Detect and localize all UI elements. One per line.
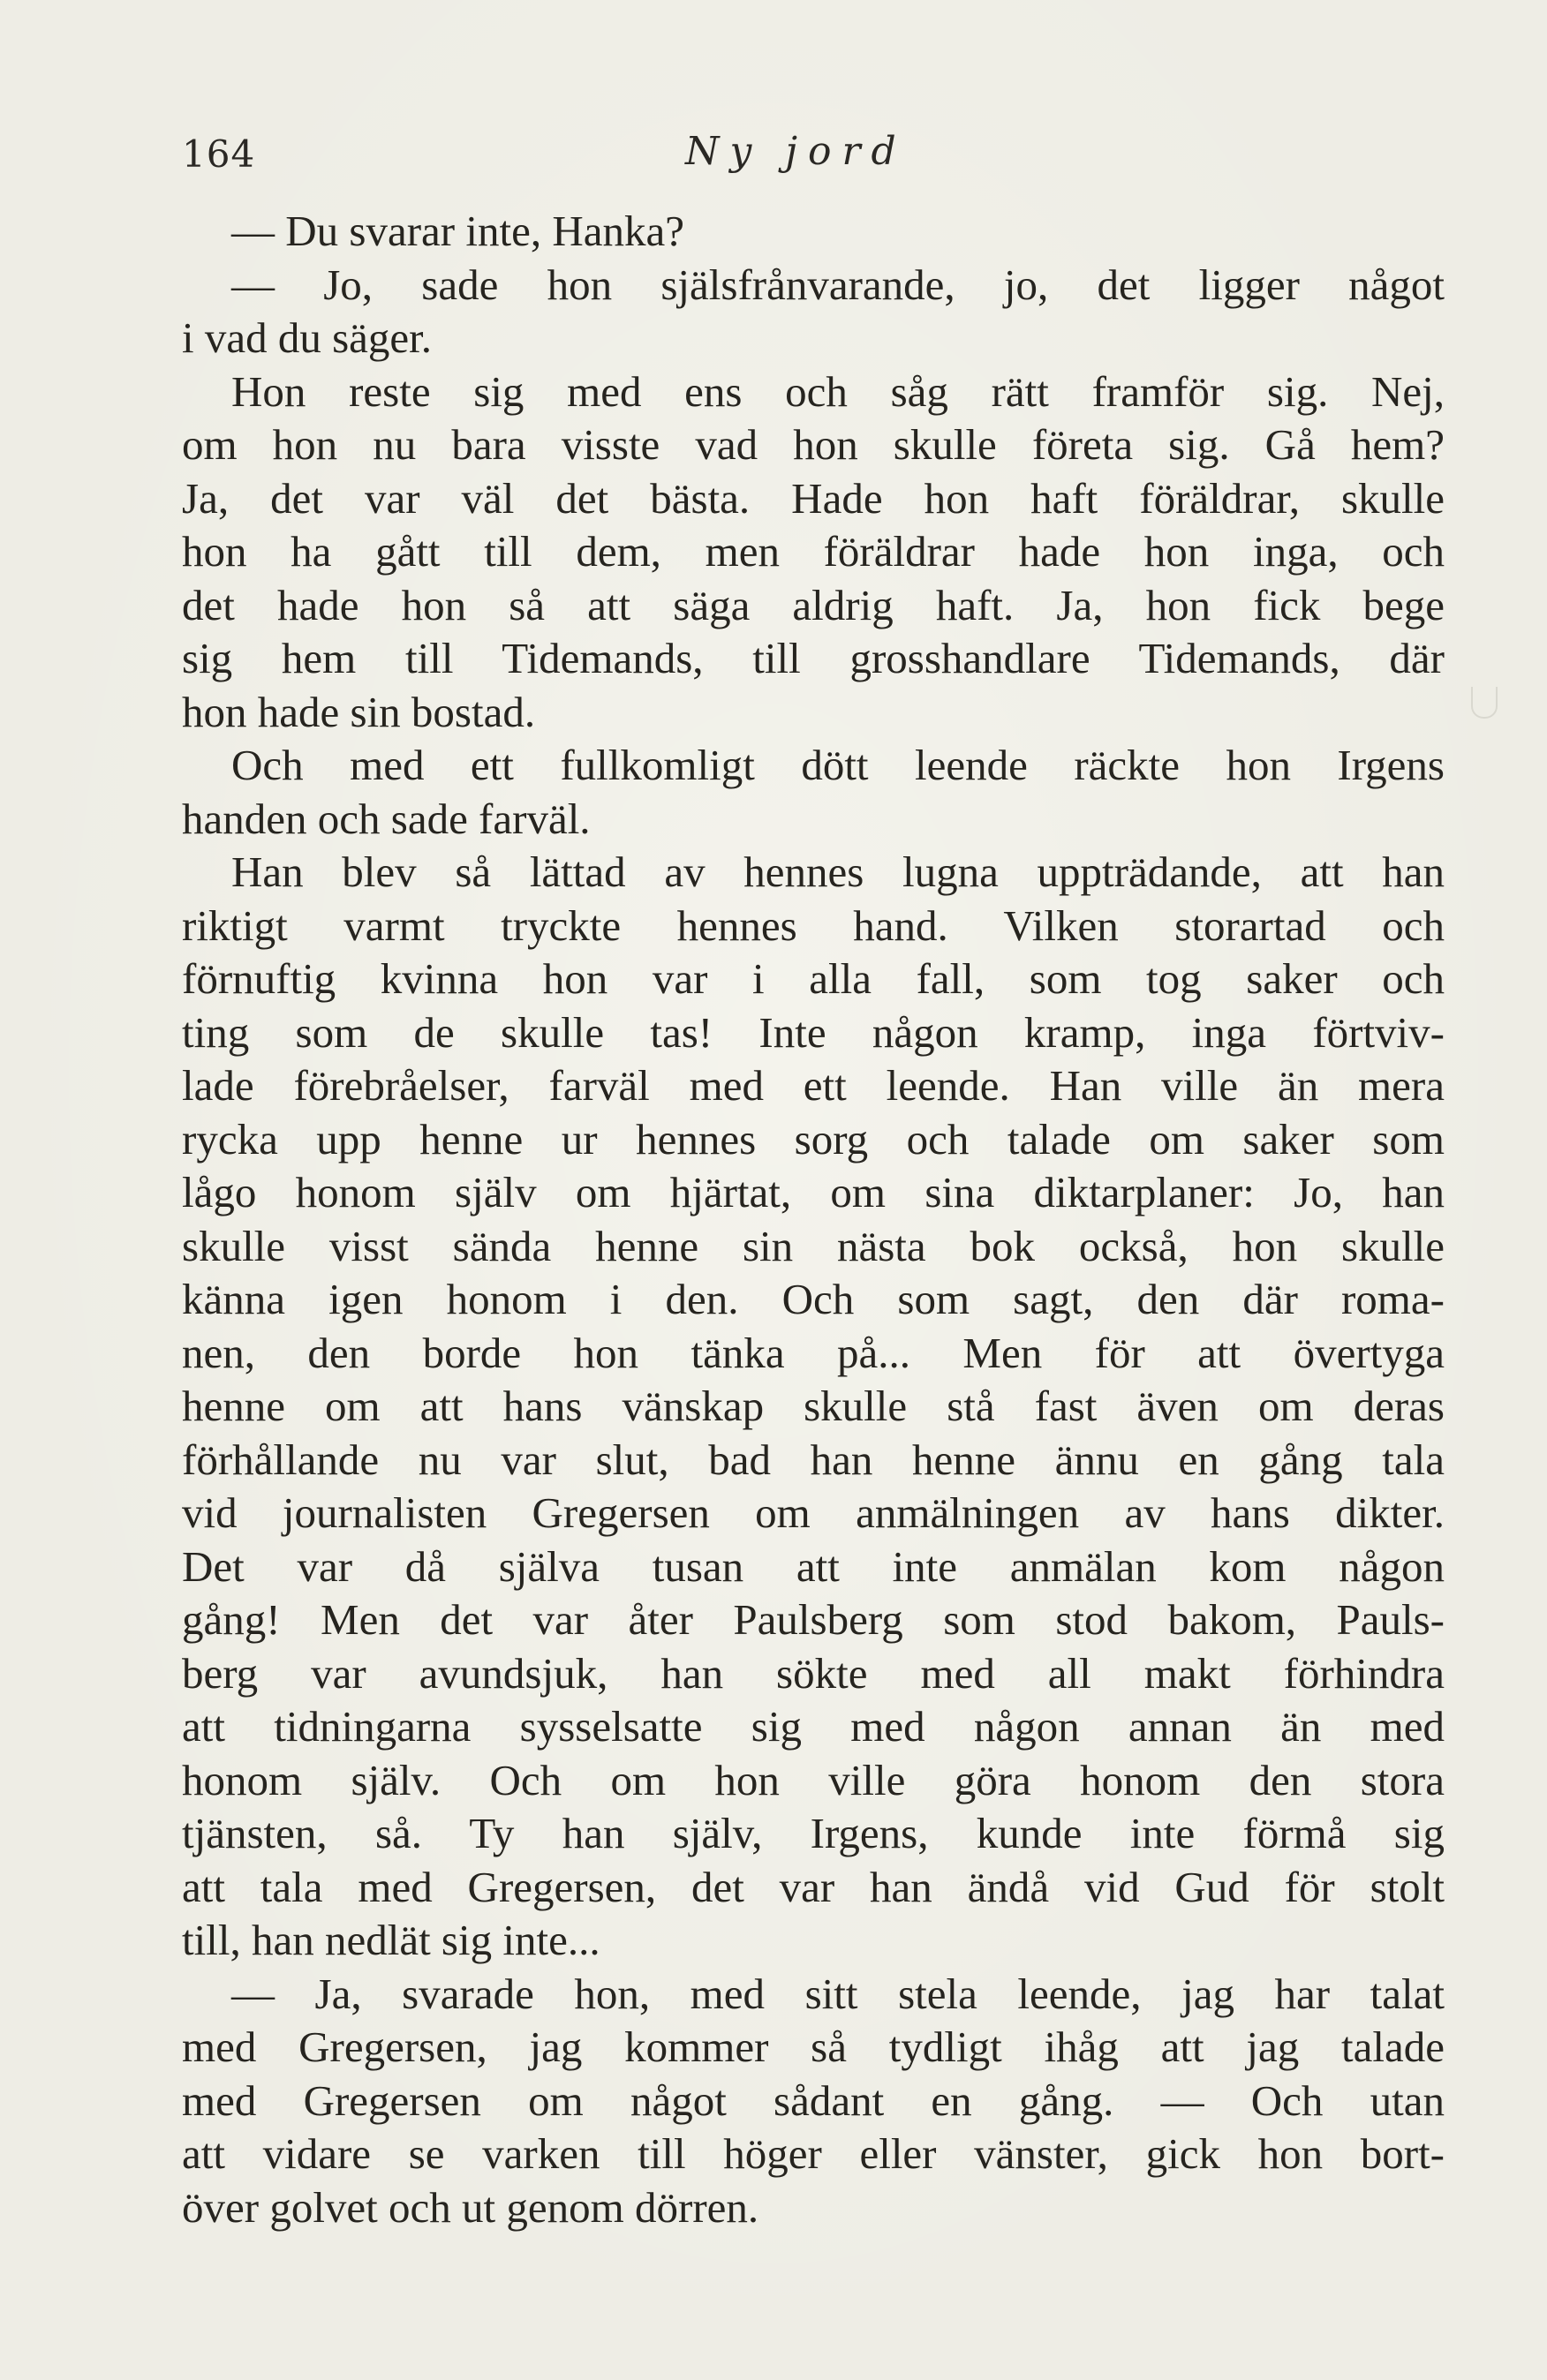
- text-line: riktigt varmt tryckte hennes hand. Vilken storartad och: [182, 900, 1445, 950]
- text-line: med Gregersen om något sådant en gång. — Och utan: [182, 2075, 1445, 2125]
- bleed-through-mark: [1471, 687, 1498, 719]
- text-line: till, han nedlät sig inte...: [182, 1916, 600, 1964]
- body-text: [182, 205, 1445, 2234]
- text-line: Hon reste sig med ens och såg rätt framför sig. Nej,: [231, 366, 1445, 416]
- page-header: [182, 125, 1445, 187]
- text-line: med Gregersen, jag kommer så tydligt ihåg att jag talade: [182, 2022, 1445, 2071]
- text-line: sig hem till Tidemands, till grosshandlare Tidemands, där: [182, 634, 1445, 682]
- text-line: lågo honom själv om hjärtat, om sina diktarplaner: Jo, han: [182, 1168, 1445, 1216]
- text-line: i vad du säger.: [182, 313, 433, 362]
- text-line: att vidare se varken till höger eller vänster, gick hon bort-: [182, 2129, 1445, 2178]
- text-line: — Ja, svarade hon, med sitt stela leende, jag har talat: [231, 1969, 1445, 2018]
- text-line: att tidningarna sysselsatte sig med någon annan än med: [182, 1702, 1445, 1751]
- text-line: om hon nu bara visste vad hon skulle företa sig. Gå hem?: [182, 420, 1445, 469]
- text-line: gång! Men det var åter Paulsberg som stod bakom, Pauls-: [182, 1595, 1445, 1644]
- text-line: förhållande nu var slut, bad han henne ännu en gång tala: [182, 1435, 1445, 1484]
- text-line: — Jo, sade hon själsfrånvarande, jo, det ligger något: [231, 260, 1445, 309]
- running-title: Ny jord: [685, 129, 907, 174]
- text-line: rycka upp henne ur hennes sorg och talade om saker som: [182, 1114, 1445, 1164]
- text-line: Han blev så lättad av hennes lugna uppträdande, att han: [231, 847, 1445, 896]
- text-line: ting som de skulle tas! Inte någon kramp, inga förtviv-: [182, 1007, 1445, 1057]
- text-line: skulle visst sända henne sin nästa bok också, hon skulle: [182, 1221, 1445, 1270]
- text-line: tjänsten, så. Ty han själv, Irgens, kunde inte förmå sig: [182, 1809, 1445, 1857]
- text-line: hon hade sin bostad.: [182, 687, 536, 736]
- text-line: lade förebråelser, farväl med ett leende. Han ville än mera: [182, 1061, 1445, 1110]
- text-line: Ja, det var väl det bästa. Hade hon haft föräldrar, skulle: [182, 473, 1445, 523]
- text-line: henne om att hans vänskap skulle stå fast även om deras: [182, 1382, 1445, 1430]
- text-line: Och med ett fullkomligt dött leende räckte hon Irgens: [231, 741, 1445, 789]
- page-number: 164: [182, 132, 256, 176]
- text-line: att tala med Gregersen, det var han ändå vid Gud för stolt: [182, 1862, 1445, 1911]
- text-line: berg var avundsjuk, han sökte med all makt förhindra: [182, 1648, 1445, 1698]
- text-line: handen och sade farväl.: [182, 794, 591, 843]
- text-line: över golvet och ut genom dörren.: [182, 2182, 759, 2232]
- text-line: känna igen honom i den. Och som sagt, den där roma-: [182, 1275, 1445, 1323]
- text-line: honom själv. Och om hon ville göra honom den stora: [182, 1755, 1445, 1804]
- text-line: förnuftig kvinna hon var i alla fall, som tog saker och: [182, 954, 1445, 1003]
- text-line: vid journalisten Gregersen om anmälningen av hans dikter.: [182, 1488, 1445, 1537]
- text-line: det hade hon så att säga aldrig haft. Ja, hon fick bege: [182, 580, 1445, 629]
- text-line: nen, den borde hon tänka på... Men för att övertyga: [182, 1328, 1445, 1377]
- text-line: — Du svarar inte, Hanka?: [231, 207, 684, 255]
- text-line: hon ha gått till dem, men föräldrar hade hon inga, och: [182, 527, 1445, 576]
- text-line: Det var då själva tusan att inte anmälan kom någon: [182, 1541, 1445, 1591]
